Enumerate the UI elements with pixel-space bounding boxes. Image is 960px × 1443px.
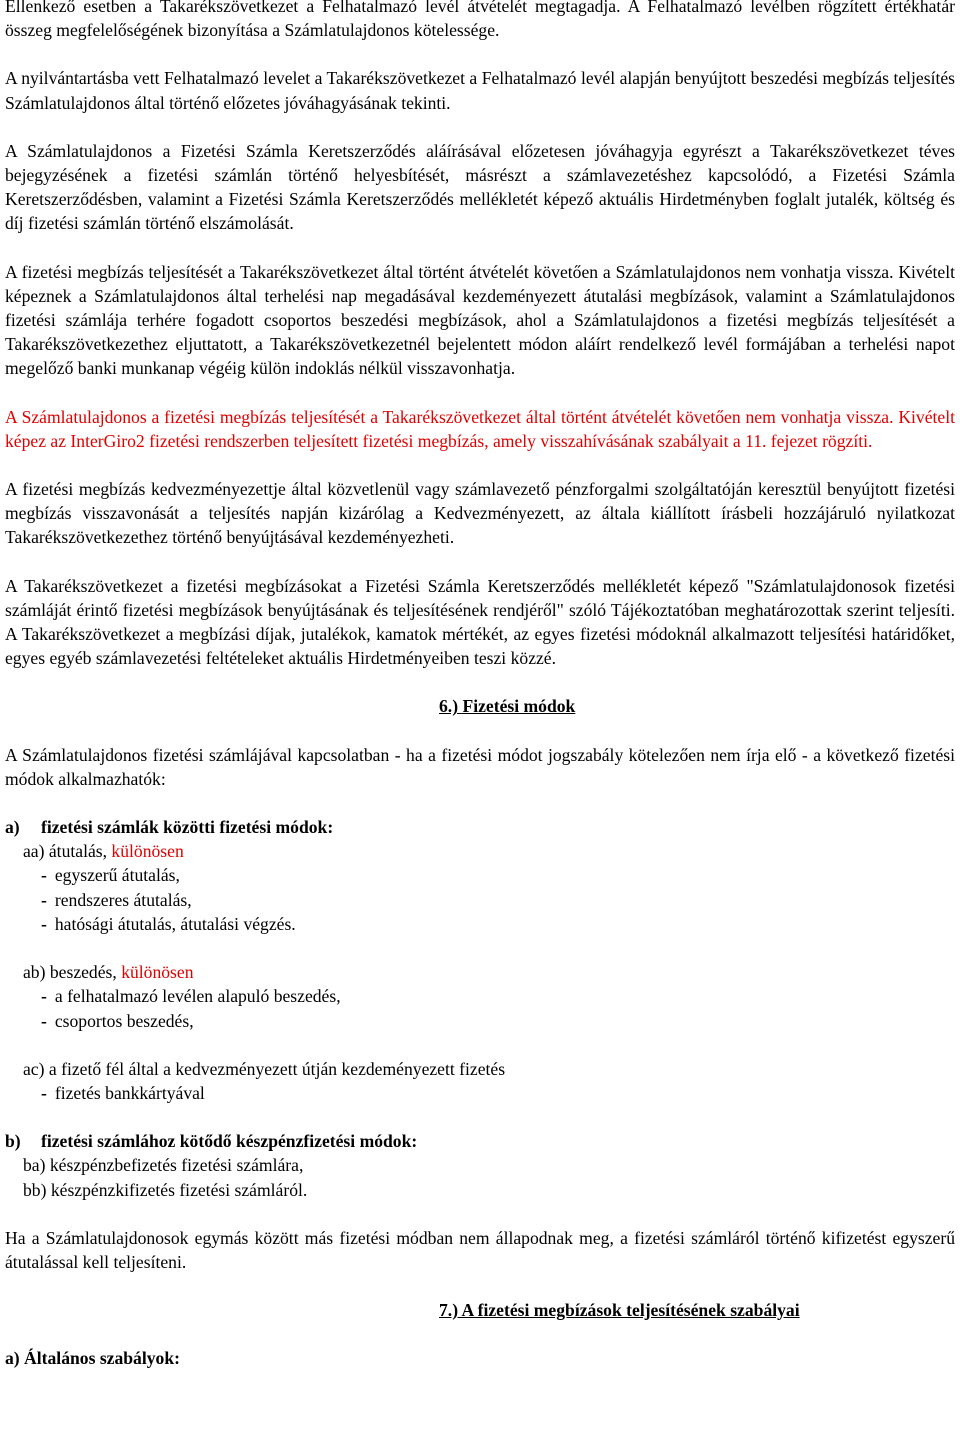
- list-subitem-text: a felhatalmazó levélen alapuló beszedés,: [54, 986, 341, 1007]
- paragraph-beneficiary-revocation: A fizetési megbízás kedvezményezettje által közvetlenül vagy számlavezető pénzforgalmi szolgáltatóján keresztül benyújtott fizetési megbízás visszavonását a teljesítés napján kizárólag a Kedvezményezett, az általa kiállított írásbeli hozzájáruló nyilatkozat Takarékszövetkezethez történő benyújtásával kezdeményezheti.: [5, 479, 955, 548]
- list-item-text: ac) a fizető fél által a kedvezményezett útján kezdeményezett fizetés: [23, 1058, 506, 1079]
- payment-methods-list: [5, 815, 955, 1202]
- list-item-ab: [5, 960, 955, 984]
- list-subitem: - csoportos beszedés,: [41, 1010, 194, 1031]
- list-item-red-text: különösen: [121, 962, 194, 983]
- list-label: a): [5, 817, 20, 838]
- list-subitem: - egyszerű átutalás,: [41, 865, 180, 886]
- list-item-a-title: [5, 815, 955, 839]
- paragraph-revocation-amended: A Számlatulajdonos a fizetési megbízás teljesítését a Takarékszövetkezet által történt átvételét követően nem vonhatja vissza. Kivételt képez az InterGiro2 fizetési rendszerben teljesített fizetési megbízás, amely visszahívásának szabályait a 11. fejezet rögzíti.: [5, 406, 955, 451]
- document-page: [5, 0, 955, 1371]
- list-item-ba: ba) készpénzbefizetés fizetési számlára,: [23, 1155, 304, 1176]
- paragraph-execution-rules: A Takarékszövetkezet a fizetési megbízásokat a Fizetési Számla Keretszerződés mellékletét képező "Számlatulajdonosok fizetési számláját érintő fizetési megbízások benyújtásának és teljesítésének rendjéről" szóló Tájékoztatóban meghatározottak szerint teljesíti. A Takarékszövetkezet a megbízási díjak, jutalékok, kamatok mértékét, az egyes fizetési módoknál alkalmazott teljesítési határidőket, egyes egyéb számlavezetési feltételeket aktuális Hirdetményeiben teszi közzé.: [5, 575, 955, 669]
- list-subitem: - fizetés bankkártyával: [41, 1082, 205, 1103]
- list-subitem-text: rendszeres átutalás,: [54, 889, 192, 910]
- list-subitem-text: fizetés bankkártyával: [54, 1082, 205, 1103]
- section-heading-payment-methods: 6.) Fizetési módok: [439, 696, 576, 717]
- paragraph-authorization-rejection: Ellenkező esetben a Takarékszövetkezet a Felhatalmazó levél átvételét megtagadja. A Felhatalmazó levélben rögzített értékhatár összeg megfelelőségének bizonyítása a Számlatulajdonos kötelessége.: [5, 0, 955, 41]
- section-heading-execution-rules: 7.) A fizetési megbízások teljesítésének szabályai: [439, 1300, 800, 1321]
- list-item-red-text: különösen: [111, 841, 184, 862]
- list-item-text: aa) átutalás,: [23, 841, 112, 862]
- paragraph-revocation: A fizetési megbízás teljesítését a Takarékszövetkezet által történt átvételét követően a Számlatulajdonos nem vonhatja vissza. Kivételt képeznek a Számlatulajdonos által terhelési nap megadásával kezdeményezett átutalási megbízások, valamint a Számlatulajdonos fizetési számlája terhére fogadott csoportos beszedési megbízások, ahol a Számlatulajdonos a fizetési megbízás teljesítését a Takarékszövetkezethez eljuttatott, a Takarékszövetkezetnél bejelentett módon aláírt rendelkező levél formájában a terhelési napot megelőző banki munkanap végéig külön indoklás nélkül visszavonhatja.: [5, 261, 955, 379]
- list-label: b): [5, 1131, 21, 1152]
- list-subitem-text: hatósági átutalás, átutalási végzés.: [54, 913, 296, 934]
- list-item-b-title: [5, 1129, 955, 1153]
- list-subitem-text: egyszerű átutalás,: [54, 865, 180, 886]
- list-title-text: fizetési számlához kötődő készpénzfizetési módok:: [41, 1131, 418, 1152]
- list-subitem: - hatósági átutalás, átutalási végzés.: [41, 913, 296, 934]
- list-subitem-text: csoportos beszedés,: [54, 1010, 194, 1031]
- paragraph-default-payment: Ha a Számlatulajdonosok egymás között más fizetési módban nem állapodnak meg, a fizetési számláról történő kifizetést egyszerű átutalással kell teljesíteni.: [5, 1227, 955, 1272]
- list-subitem: - rendszeres átutalás,: [41, 889, 192, 910]
- paragraph-prior-consent: A Számlatulajdonos a Fizetési Számla Keretszerződés aláírásával előzetesen jóváhagyja egyrészt a Takarékszövetkezet téves bejegyzésének a fizetési számlán történő helyesbítését, másrészt a számlavezetéshez kapcsolódó, a Fizetési Számla Keretszerződésben, valamint a Fizetési Számla Keretszerződés mellékletét képező aktuális Hirdetményben foglalt jutalék, költség és díj fizetési számlán történő elszámolását.: [5, 140, 955, 234]
- list-subitem: - a felhatalmazó levélen alapuló beszedés,: [41, 986, 341, 1007]
- list-title-text: fizetési számlák közötti fizetési módok:: [41, 817, 334, 838]
- list-item-text: ab) beszedés,: [23, 962, 122, 983]
- list-item-ac: [5, 1057, 955, 1081]
- list-item-bb: bb) készpénzkifizetés fizetési számláról.: [23, 1179, 308, 1200]
- list-item-aa: [5, 839, 955, 863]
- subheading-general-rules: a) Általános szabályok:: [5, 1348, 180, 1369]
- paragraph-payment-methods-intro: A Számlatulajdonos fizetési számlájával kapcsolatban - ha a fizetési módot jogszabály kötelezően nem írja elő - a következő fizetési módok alkalmazhatók:: [5, 744, 955, 789]
- paragraph-authorization-approval: A nyilvántartásba vett Felhatalmazó levelet a Takarékszövetkezet a Felhatalmazó levél alapján benyújtott beszedési megbízás teljesítés Számlatulajdonos által történő előzetes jóváhagyásának tekinti.: [5, 68, 955, 113]
